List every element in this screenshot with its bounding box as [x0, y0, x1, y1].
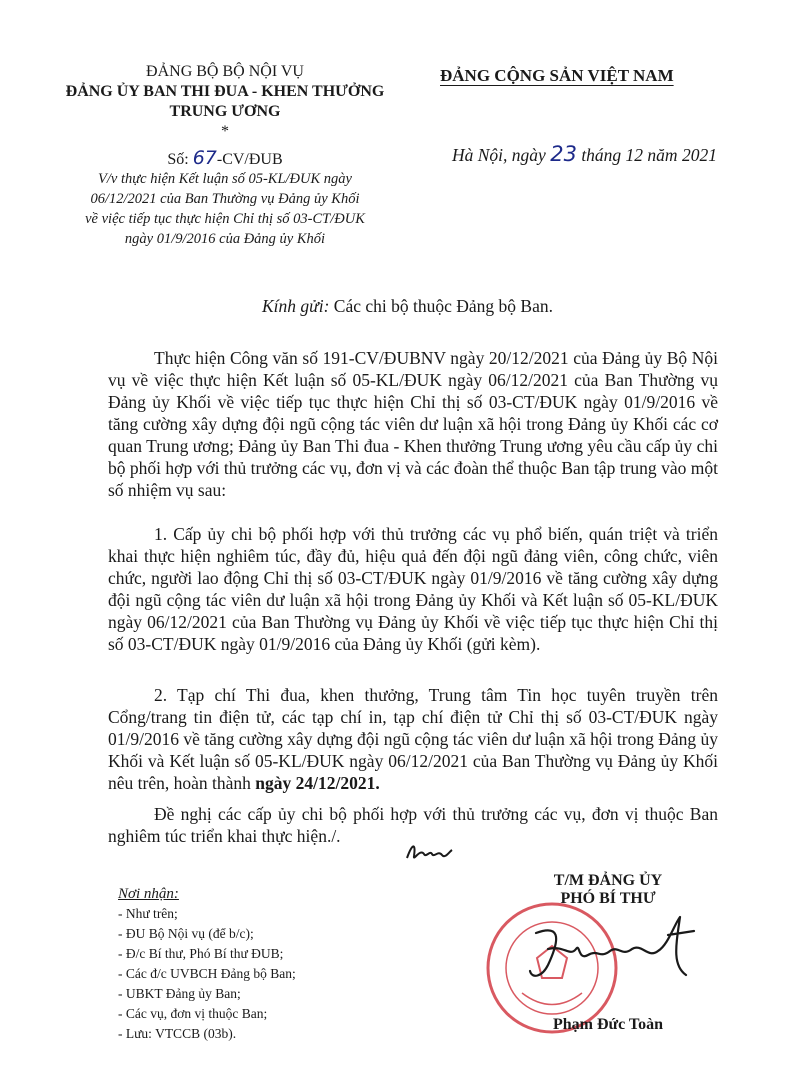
document-number — [60, 147, 390, 169]
date-day-handwritten: 23 — [550, 142, 577, 166]
intro-paragraph: Thực hiện Công văn số 191-CV/ĐUBNV ngày 20/12/2021 của Đảng ủy Bộ Nội vụ về việc thực hiện Kết luận số 05-KL/ĐUK ngày 06/12/2021 của Ban Thường vụ Đảng ủy Khối về việc tiếp tục thực hiện Chỉ thị số 03-CT/ĐUK ngày 01/9/2016 về tăng cường xây dựng đội ngũ cộng tác viên dư luận xã hội trong Đảng ủy Khối các cơ quan Trung ương; Đảng ủy Ban Thi đua - Khen thưởng Trung ương yêu cầu cấp ủy chi bộ phối hợp với thủ trưởng các vụ, đơn vị và các đoàn thể thuộc Ban tập trung vào một số nhiệm vụ sau: — [108, 348, 718, 500]
header-star: * — [221, 123, 229, 140]
body-item-1 — [108, 523, 718, 655]
recipient-item: - ĐU Bộ Nội vụ (để b/c); — [118, 926, 254, 941]
closing-paragraph: Đề nghị các cấp ủy chi bộ phối hợp với thủ trưởng các vụ, đơn vị thuộc Ban nghiêm túc triển khai thực hiện./. — [108, 804, 718, 846]
body-item-2 — [108, 684, 718, 794]
addressee-text: Các chi bộ thuộc Đảng bộ Ban. — [329, 296, 553, 316]
subject-line: V/v thực hiện Kết luận số 05-KL/ĐUK ngày — [98, 171, 352, 187]
item-1-paragraph: 1. Cấp ủy chi bộ phối hợp với thủ trưởng các vụ phổ biến, quán triệt và triển khai thực hiện nghiêm túc, đầy đủ, hiệu quả đến đội ngũ đảng viên, công chức, viên chức, người lao động Chỉ thị số 03-CT/ĐUK ngày 01/9/2016 về tăng cường xây dựng đội ngũ cộng tác viên dư luận xã hội trong Đảng ủy Khối và Kết luận số 05-KL/ĐUK ngày 06/12/2021 của Ban Thường vụ Đảng ủy Khối về việc tiếp tục thực hiện Chỉ thị số 03-CT/ĐUK ngày 01/9/2016 của Đảng ủy Khối (gửi kèm). — [108, 524, 718, 654]
recipient-item: - Các đ/c UVBCH Đảng bộ Ban; — [118, 966, 296, 981]
subject-line: về việc tiếp tục thực hiện Chỉ thị số 03-CT/ĐUK — [85, 211, 365, 227]
item-2-deadline: ngày 24/12/2021. — [255, 773, 380, 793]
item-2-text: 2. Tạp chí Thi đua, khen thưởng, Trung tâm Tin học tuyên truyền trên Cổng/trang tin điện tử, các tạp chí in, tạp chí điện tử Chỉ thị số 03-CT/ĐUK ngày 01/9/2016 về tăng cường xây dựng đội ngũ cộng tác viên dư luận xã hội trong Đảng ủy Khối và Kết luận số 05-KL/ĐUK ngày 06/12/2021 của Ban Thường vụ Đảng ủy Khối nêu trên, hoàn thành — [108, 685, 718, 793]
issuer-parent: ĐẢNG BỘ BỘ NỘI VỤ — [146, 63, 304, 80]
initials-mark-icon — [404, 838, 454, 868]
signer-name: Phạm Đức Toàn — [552, 1016, 664, 1033]
recipient-item: - UBKT Đảng ủy Ban; — [118, 986, 241, 1001]
party-title: ĐẢNG CỘNG SẢN VIỆT NAM — [440, 66, 674, 85]
doc-number-prefix: Số: — [167, 151, 193, 168]
addressee-label: Kính gửi: — [262, 296, 330, 316]
doc-number-handwritten: 67 — [192, 147, 217, 169]
signer-position: PHÓ BÍ THƯ — [560, 890, 656, 907]
signer-on-behalf: T/M ĐẢNG ỦY — [553, 872, 663, 889]
recipients-block — [118, 884, 388, 1044]
recipient-item: - Các vụ, đơn vị thuộc Ban; — [118, 1006, 268, 1021]
recipient-item: - Lưu: VTCCB (03b). — [118, 1026, 237, 1041]
issuer-name: ĐẢNG ỦY BAN THI ĐUA - KHEN THƯỞNG — [65, 83, 385, 100]
subject-line: 06/12/2021 của Ban Thường vụ Đảng ủy Khối — [90, 191, 360, 207]
recipients-title: Nơi nhận: — [118, 886, 179, 902]
date-suffix: tháng 12 năm 2021 — [576, 145, 717, 165]
addressee — [262, 296, 553, 317]
recipient-item: - Đ/c Bí thư, Phó Bí thư ĐUB; — [118, 946, 284, 961]
handwritten-signature-icon — [518, 905, 718, 995]
item-2-paragraph — [108, 684, 718, 794]
doc-number-suffix: -CV/ĐUB — [216, 151, 283, 168]
party-header — [440, 66, 760, 86]
issue-date — [452, 142, 717, 166]
subject-line: ngày 01/9/2016 của Đảng ủy Khối — [124, 231, 326, 247]
date-prefix: Hà Nội, ngày — [452, 145, 551, 165]
subject — [60, 169, 390, 249]
body-intro — [108, 347, 718, 501]
recipient-item: - Như trên; — [118, 906, 178, 921]
issuer-header — [60, 62, 390, 142]
signature-block — [508, 872, 708, 908]
issuer-name-line2: TRUNG ƯƠNG — [169, 103, 281, 120]
